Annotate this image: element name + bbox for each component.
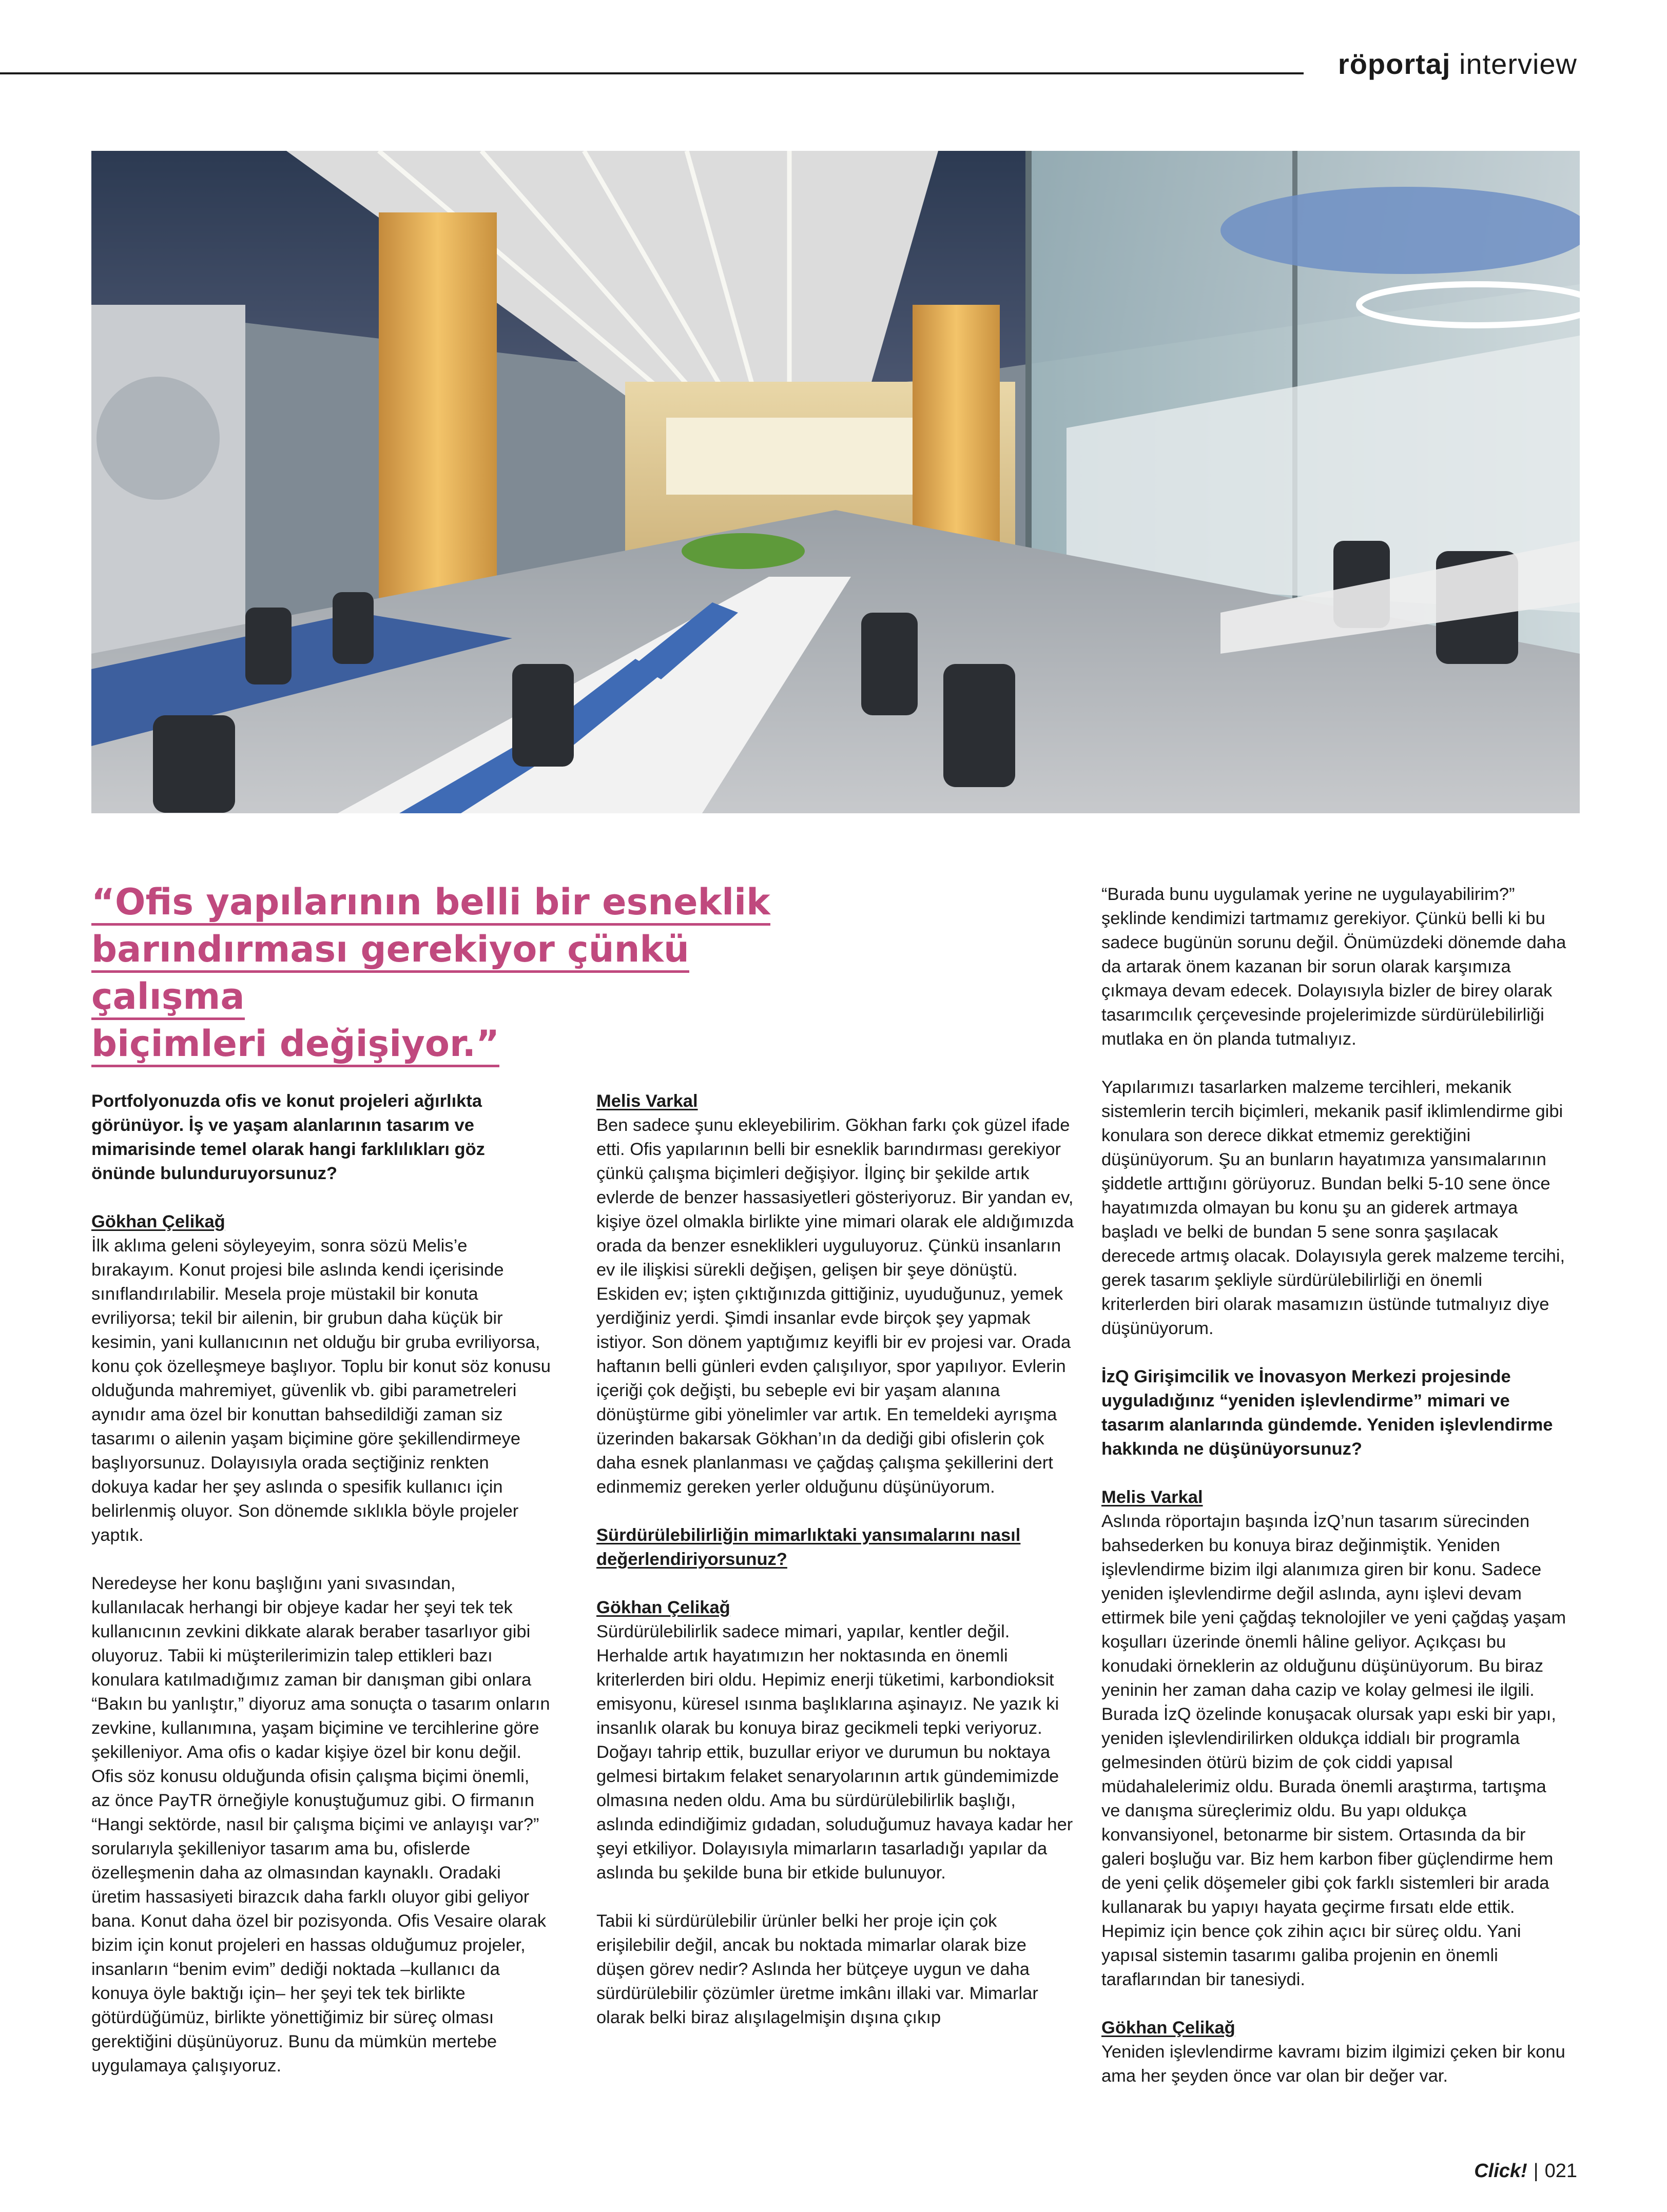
- paragraph: Yapılarımızı tasarlarken malzeme tercihleri, mekanik sistemlerin tercih biçimleri, mekanik pasif iklimlendirme gibi konulara son derece dikkat etmemiz gerektiğini düşünüyorum. Şu an bunların hayatımıza yansımalarının şiddetle arttığını görüyoruz. Bundan belki 5-10 sene önce hayatımızda olmayan bu konu şu an giderek artmaya başladı ve belki de bundan 5 sene sonra şaşılacak derecede artmış olacak. Dolayısıyla gerek malzeme tercihi, gerek tasarım şekliyle sürdürülebilirliği en önemli kriterlerden biri olarak masamızın üstünde tutmalıyız diye düşünüyorum.: [1101, 1078, 1565, 1338]
- speaker-name: Gökhan Çelikağ: [91, 1212, 225, 1231]
- section-label-tr: röportaj: [1338, 48, 1451, 80]
- pull-quote: [91, 878, 810, 1067]
- interview-answer: [1101, 1485, 1568, 1992]
- interview-question: İzQ Girişimcilik ve İnovasyon Merkezi projesinde uyguladığınız “yeniden işlevlendirme” mimari ve tasarım alanlarında gündemde. Yeniden işlevlendirme hakkında ne düşünüyorsunuz?: [1101, 1367, 1553, 1459]
- page-footer: [1474, 2160, 1577, 2182]
- speaker-name: Melis Varkal: [596, 1091, 698, 1111]
- header-rule: [0, 72, 1304, 74]
- answer-text: Ben sadece şunu ekleyebilirim. Gökhan farkı çok güzel ifade etti. Ofis yapılarının belli bir esneklik barındırması gerekiyor çünkü çalışma biçimleri değişiyor. İlginç bir şekilde artık evlerde de benzer hassasiyetleri gösteriyoruz. Bir yandan ev, kişiye özel olmakla birlikte yine mimari olarak ele aldığımızda orada da benzer esneklikleri uyguluyoruz. Çünkü insanların ev ile ilişkisi sürekli değişen, gelişen bir şeye dönüştü. Eskiden ev; işten çıktığınızda gittiğiniz, uyuduğunuz, yemek yerdiğiniz yerdi. Şimdi insanlar evde birçok şey yapmak istiyor. Son dönem yaptığımız keyifli bir ev projesi var. Orada haftanın belli günleri evden çalışılıyor, spor yapılıyor. Evlerin içeriği çok değişti, bu sebeple evi bir yaşam alanına dönüştürme gibi yönelimler var artık. En temeldeki ayrışma üzerinden bakarsak Gökhan’ın da dediği gibi ofislerin çok daha esnek planlanması ve çağdaş çalışma şekillerini dert edinmemiz gereken yerler olduğunu düşünüyorum.: [596, 1115, 1074, 1497]
- magazine-brand: Click!: [1474, 2160, 1527, 2182]
- speaker-name: Gökhan Çelikağ: [596, 1598, 730, 1617]
- answer-text: İlk aklıma geleni söyleyeyim, sonra sözü Melis’e bırakayım. Konut projesi bile aslında kendi içerisinde sınıflandırılabilir. Mesela proje müstakil bir konuta evriliyorsa; tekil bir ailenin, bir grubun daha küçük bir kesimin, yani kullanıcının net olduğu bir gruba evriliyorsa, konu çok özelleşmeye başlıyor. Toplu bir konut söz konusu olduğunda mahremiyet, güvenlik vb. gibi parametreleri aynıdır ama özel bir konuttan bahsedildiği zaman siz tasarımı o ailenin yaşam biçimine göre şekillendirmeye başlıyorsunuz. Dolayısıyla orada seçtiğiniz renkten dokuya kadar her şey aslında o spesifik kullanıcı için belirlenmiş oluyor. Son dönemde sıklıkla böyle projeler yaptık.: [91, 1236, 551, 1545]
- office-interior-photo: [91, 151, 1580, 813]
- speaker-name: Melis Varkal: [1101, 1487, 1203, 1507]
- interview-answer: [596, 1089, 1074, 1499]
- paragraph: “Burada bunu uygulamak yerine ne uygulayabilirim?” şeklinde kendimizi tartmamız gerekiyor. Çünkü belli ki bu sadece bugünün sorunu değil. Önümüzdeki dönemde daha da artarak önem kazanan bir sorun olarak karşımıza çıkmaya devam edecek. Dolayısıyla bizler de birey olarak tasarımcılık çerçevesinde projelerimizde sürdürülebilirliği mutlaka en ön planda tutmalıyız.: [1101, 885, 1566, 1049]
- article-column-2: [596, 1089, 1074, 2030]
- footer-separator: |: [1533, 2160, 1539, 2182]
- answer-text: Sürdürülebilirlik sadece mimari, yapılar, kentler değil. Herhalde artık hayatımızın her noktasında en önemli kriterlerden biri oldu. Hepimiz enerji tüketimi, karbondioksit emisyonu, küresel ısınma başlıklarına aşinayız. Ne yazık ki insanlık olarak bu konuya biraz gecikmeli tepki veriyoruz. Doğayı tahrip ettik, buzullar eriyor ve durumun bu noktaya gelmesi birtakım felaket senaryolarının artık gündemimizde olmasına neden oldu. Ama bu sürdürülebilirlik başlığı, aslında edindiğimiz gıdadan, soluduğumuz havaya kadar her şeyi etkiliyor. Dolayısıyla mimarların tasarladığı yapılar da aslında bu şekilde buna bir etkide bulunuyor.: [596, 1622, 1073, 1883]
- section-label: [1338, 47, 1577, 81]
- answer-text: Aslında röportajın başında İzQ’nun tasarım sürecinden bahsederken bu konuya biraz değinmiştik. Yeniden işlevlendirme bizim ilgi alanımıza giren bir konu. Sadece yeniden işlevlendirme değil aslında, aynı işlevi devam ettirmek bile yeni çağdaş teknolojiler ve yeni çağdaş yaşam koşulları üzerinde önemli hâline geliyor. Açıkçası bu konudaki örneklerin az olduğunu düşünüyorum. Bu biraz yeninin her zaman daha cazip ve kolay gelmesi ile ilgili. Burada İzQ özelinde konuşacak olursak yapı eski bir yapı, yeniden işlevlendirilirken oldukça iddialı bir programla gelmesinden ötürü bizim de çok ciddi yapısal müdahalelerimiz oldu. Burada önemli araştırma, tartışma ve danışma süreçlerimiz oldu. Bu yapı oldukça konvansiyonel, betonarme bir sistem. Ortasında da bir galeri boşluğu var. Biz hem karbon fiber güçlendirme hem de yeni çelik döşemeler gibi çok farklı sistemleri bir arada kullanarak bu yapıyı hayata geçirme fırsatı elde ettik. Hepimiz için bence çok zihin açıcı bir süreç oldu. Yani yapısal sistemin tasarımı galiba projenin en önemli taraflarından bir tanesiydi.: [1101, 1512, 1566, 1989]
- article-column-1: [91, 1089, 551, 2078]
- paragraph: Neredeyse her konu başlığını yani sıvasından, kullanılacak herhangi bir objeye kadar her şeyi tek tek kullanıcının zevkini dikkate alarak beraber tasarlıyor gibi oluyoruz. Tabii ki müşterilerimizin talep ettikleri bazı konulara katılmadığımız zaman bir danışman gibi onlara “Bakın bu yanlıştır,” diyoruz ama sonuçta o tasarım onların zevkine, kullanımına, yaşam biçimine ve tercihlerine göre şekilleniyor. Ama ofis o kadar kişiye özel bir konu değil. Ofis söz konusu olduğunda ofisin çalışma biçimi önemli, az önce PayTR örneğiyle konuştuğumuz gibi. O firmanın “Hangi sektörde, nasıl bir çalışma biçimi ve anlayışı var?” sorularıyla şekilleniyor tasarım ama bu, ofislerde özelleşmenin daha az olmasından kaynaklı. Oradaki üretim hassasiyeti birazcık daha farklı oluyor gibi geliyor bana. Konut daha özel bir pozisyonda. Ofis Vesaire olarak bizim için konut projeleri en hassas olduğumuz projeler, insanların “benim evim” dediği noktada –kullanıcı da konuya öyle baktığı için– her şeyi tek tek birlikte götürdüğümüz, birlikte yönettiğimiz bir süreç olması gerektiğini düşünüyoruz. Bunu da mümkün mertebe uygulamaya çalışıyoruz.: [91, 1574, 550, 2076]
- pull-quote-line: barındırması gerekiyor çünkü çalışma: [91, 928, 689, 1020]
- article-column-3: [1101, 883, 1568, 2088]
- interview-answer: [1101, 2016, 1568, 2088]
- section-label-en: interview: [1459, 48, 1577, 80]
- speaker-name: Gökhan Çelikağ: [1101, 2018, 1235, 2038]
- pull-quote-line: “Ofis yapılarının belli bir esneklik: [91, 881, 770, 926]
- pull-quote-line: biçimleri değişiyor.”: [91, 1023, 499, 1067]
- interview-question: Sürdürülebilirliğin mimarlıktaki yansımalarını nasıl değerlendiriyorsunuz?: [596, 1525, 1021, 1569]
- answer-text: Yeniden işlevlendirme kavramı bizim ilgimizi çeken bir konu ama her şeyden önce var olan bir değer var.: [1101, 2042, 1565, 2086]
- paragraph: Tabii ki sürdürülebilir ürünler belki her proje için çok erişilebilir değil, ancak bu noktada mimarlar olarak bize düşen görev nedir? Aslında her bütçeye uygun ve daha sürdürülebilir çözümler üretme imkânı illaki var. Mimarlar olarak belki biraz alışılagelmişin dışına çıkıp: [596, 1911, 1038, 2027]
- interview-answer: [596, 1596, 1074, 1885]
- page-number: 021: [1544, 2160, 1577, 2182]
- interview-question: Portfolyonuzda ofis ve konut projeleri ağırlıkta görünüyor. İş ve yaşam alanlarının tasarım ve mimarisinde temel olarak hangi farklılıkları göz önünde bulunduruyorsunuz?: [91, 1091, 485, 1183]
- interview-answer: [91, 1210, 551, 1548]
